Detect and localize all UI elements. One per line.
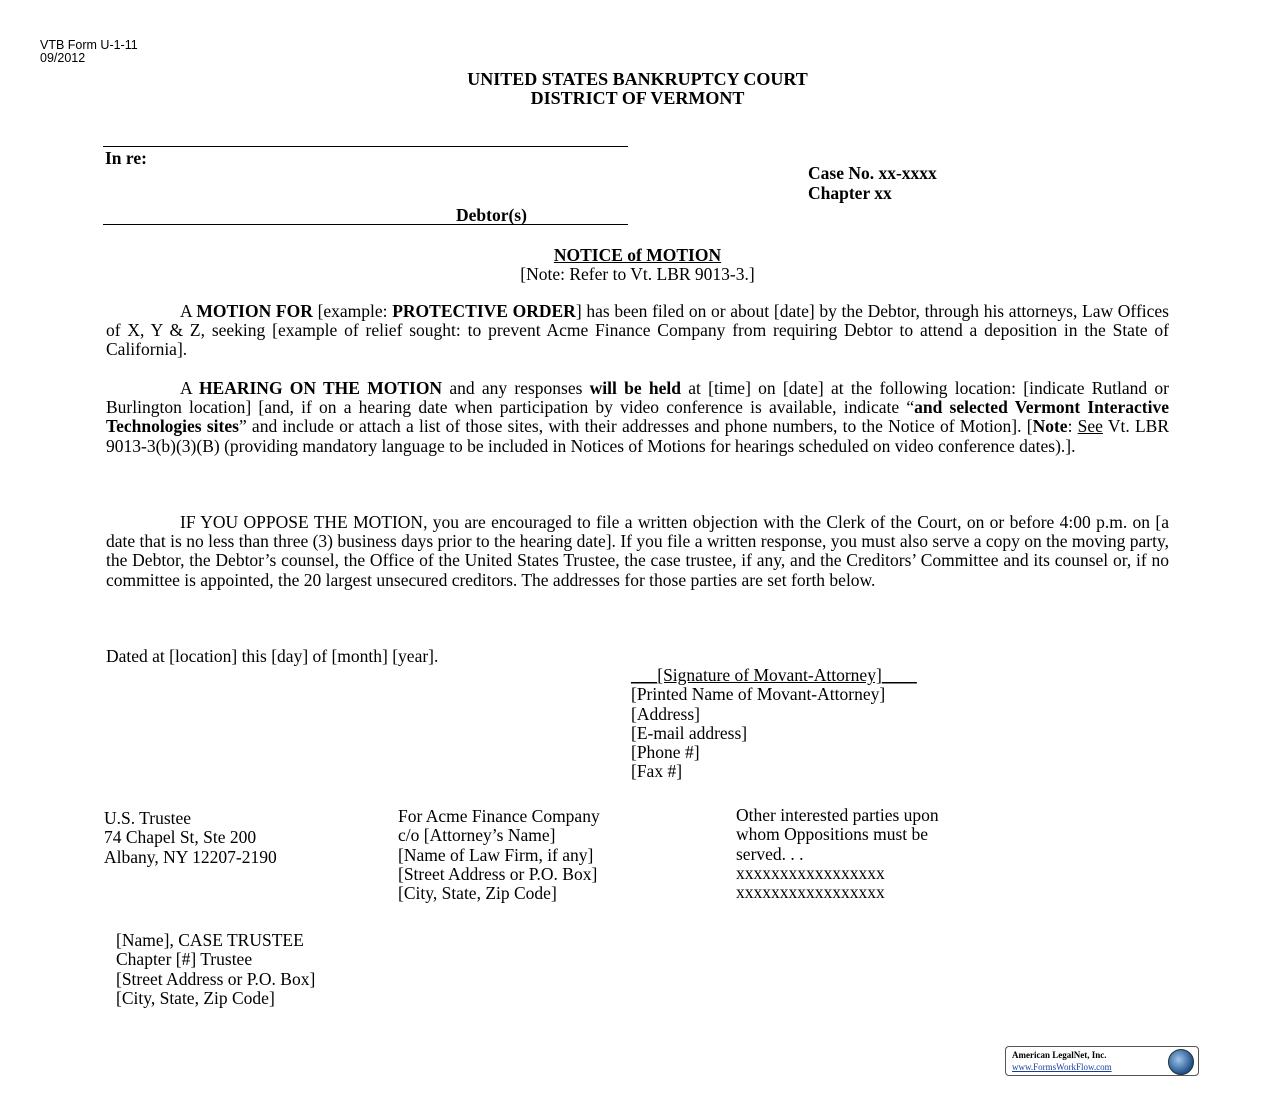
debtor-label: Debtor(s) <box>456 205 527 225</box>
case-number: Case No. xx-xxxx <box>808 163 937 183</box>
motion-paragraph: A MOTION FOR [example: PROTECTIVE ORDER] has been filed on or about [date] by the Debtor, through his attorneys, Law Offices of X, Y & Z, seeking [example of relief sought: to prevent Acme Finance Company from requiring Debtor to attend a deposition in the State of California]. <box>106 301 1169 360</box>
address-line: whom Oppositions must be <box>736 824 929 845</box>
caption-bottom-rule <box>103 224 628 225</box>
form-id-block <box>40 39 138 65</box>
address-line: [City, State, Zip Code] <box>116 987 275 1008</box>
logo-company: American LegalNet, Inc. <box>1012 1050 1107 1060</box>
notice-note: [Note: Refer to Vt. LBR 9013-3.] <box>520 264 755 284</box>
address-line: xxxxxxxxxxxxxxxxx <box>736 862 885 883</box>
email-address: [E-mail address] <box>631 722 748 743</box>
address-line: 74 Chapel St, Ste 200 <box>104 827 257 848</box>
address-line: [Name], CASE TRUSTEE <box>116 930 304 950</box>
address-line: c/o [Attorney’s Name] <box>398 825 556 846</box>
signature-line: ___[Signature of Movant-Attorney]____ <box>631 665 917 685</box>
address-line: Chapter [#] Trustee <box>116 949 253 970</box>
address-line: [Street Address or P.O. Box] <box>116 968 316 989</box>
printed-name: [Printed Name of Movant-Attorney] <box>631 684 886 705</box>
address: [Address] <box>631 703 701 724</box>
us-trustee-address <box>104 809 277 867</box>
dated-line: Dated at [location] this [day] of [month] [year]. <box>106 646 439 666</box>
chapter: Chapter xx <box>808 183 892 203</box>
american-legalnet-logo[interactable] <box>1005 1046 1199 1076</box>
form-id: VTB Form U-1-11 <box>40 38 138 52</box>
address-line: [City, State, Zip Code] <box>398 883 557 904</box>
signature-block <box>631 666 917 782</box>
address-line: U.S. Trustee <box>104 808 192 828</box>
address-line: [Street Address or P.O. Box] <box>398 863 598 884</box>
case-trustee-address <box>116 931 315 1008</box>
address-line: [Name of Law Firm, if any] <box>398 844 594 865</box>
globe-icon <box>1168 1049 1194 1075</box>
address-line: xxxxxxxxxxxxxxxxx <box>736 882 885 903</box>
address-line: For Acme Finance Company <box>398 806 600 826</box>
address-line: Albany, NY 12207-2190 <box>104 846 277 867</box>
form-date: 09/2012 <box>40 51 86 65</box>
logo-link[interactable]: www.FormsWorkFlow.com <box>1012 1062 1112 1072</box>
other-parties-address <box>736 806 939 902</box>
oppose-paragraph: IF YOU OPPOSE THE MOTION, you are encouraged to file a written objection with the Clerk of the Court, on or before 4:00 p.m. on [a date that is no less than three (3) business days prior to the hearing date]. If you file a written response, you must also serve a copy on the moving party, the Debtor, the Debtor’s counsel, the Office of the United States Trustee, the case trustee, if any, and the Creditors’ Committee and its counsel or, if no committee is appointed, the 20 largest unsecured creditors. The addresses for those parties are set forth below. <box>106 512 1169 590</box>
acme-address <box>398 807 600 903</box>
notice-title: NOTICE of MOTION <box>553 245 722 265</box>
fax-number: [Fax #] <box>631 761 683 782</box>
address-line: served. . . <box>736 843 804 864</box>
address-line: Other interested parties upon <box>736 805 939 825</box>
phone-number: [Phone #] <box>631 742 700 763</box>
caption-top-rule <box>103 146 628 147</box>
hearing-paragraph: A HEARING ON THE MOTION and any responses will be held at [time] on [date] at the following location: [indicate Rutland or Burlington location] [and, if on a hearing date when participation by video conference is available, indicate “and selected Vermont Interactive Technologies sites” and include or attach a list of those sites, with their addresses and phone numbers, to the Notice of Motion]. [Note: See Vt. LBR 9013-3(b)(3)(B) (providing mandatory language to be included in Notices of Motions for hearings scheduled on video conference dates).]. <box>106 378 1170 456</box>
court-district: DISTRICT OF VERMONT <box>530 88 745 108</box>
court-name: UNITED STATES BANKRUPTCY COURT <box>467 69 808 89</box>
in-re-label: In re: <box>105 148 147 168</box>
